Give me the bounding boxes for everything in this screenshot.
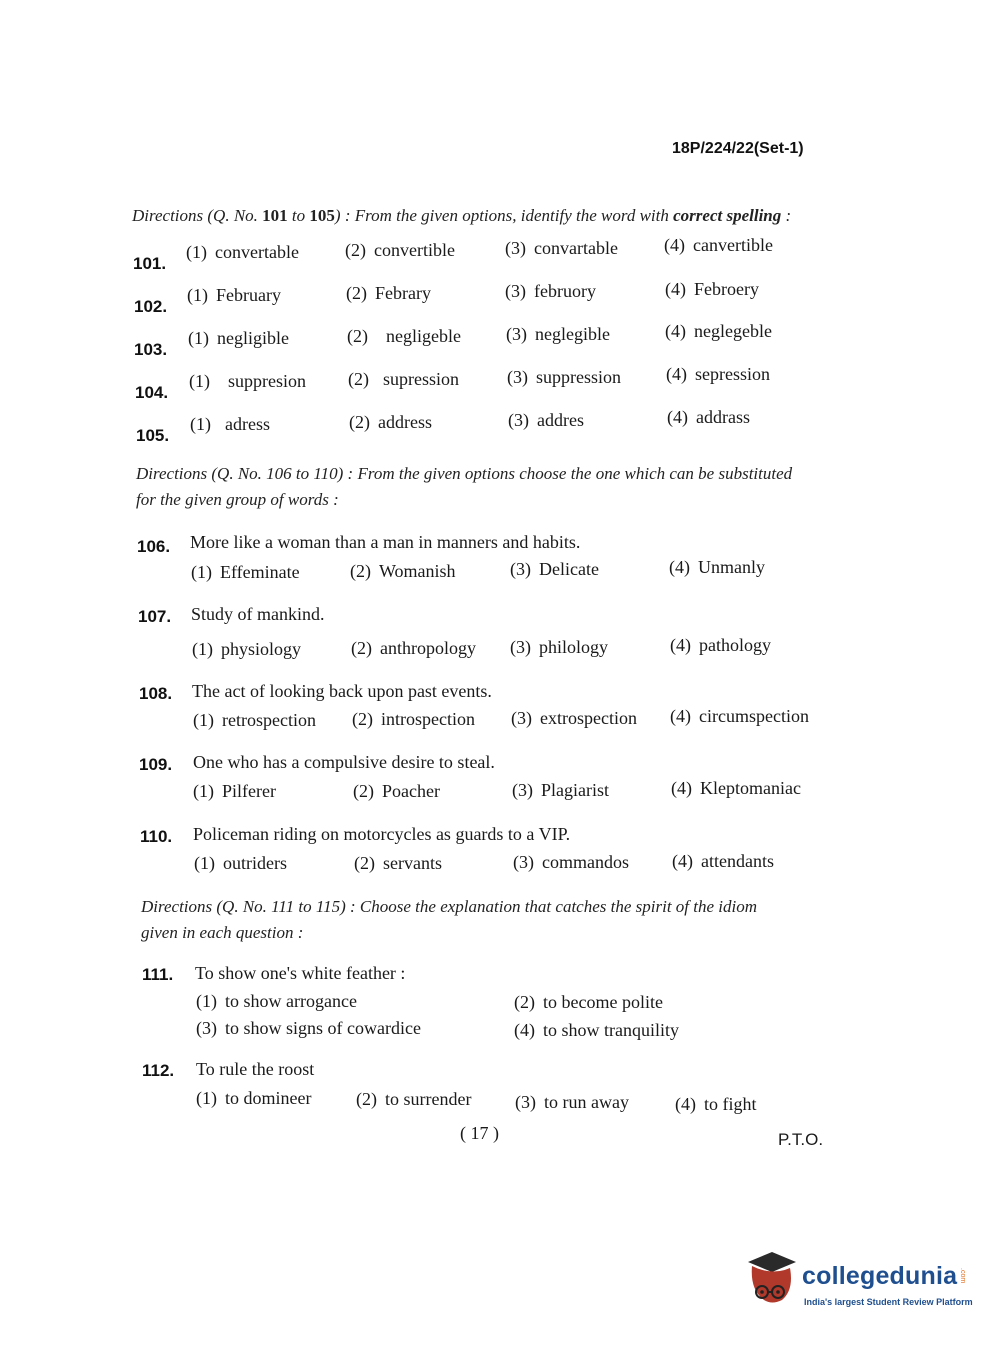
option-text: Febroery <box>694 279 759 299</box>
option-text: commandos <box>542 852 629 872</box>
option-text: outriders <box>223 853 287 873</box>
option-1[interactable] <box>191 562 300 583</box>
option-4[interactable] <box>670 635 771 656</box>
option-3[interactable] <box>513 852 629 873</box>
option-text: introspection <box>381 709 475 729</box>
option-text: Effeminate <box>220 562 300 582</box>
option-number: (3) <box>513 852 534 872</box>
option-number: (4) <box>671 778 692 798</box>
option-number: (2) <box>350 561 371 581</box>
option-number: (3) <box>505 238 526 258</box>
option-text: to show signs of cowardice <box>225 1018 421 1038</box>
option-text: to surrender <box>385 1089 472 1109</box>
option-text: adress <box>225 414 270 434</box>
option-text: to show tranquility <box>543 1020 679 1040</box>
option-number: (1) <box>190 414 211 434</box>
option-number: (1) <box>188 328 209 348</box>
option-number: (1) <box>193 781 214 801</box>
option-text: supression <box>383 369 459 389</box>
option-text: neglegible <box>535 324 610 344</box>
option-text: Febrary <box>375 283 431 303</box>
option-2[interactable] <box>353 781 440 802</box>
option-2[interactable] <box>346 283 431 304</box>
option-1[interactable] <box>196 991 357 1012</box>
option-number: (3) <box>508 410 529 430</box>
directions-line-2: given in each question : <box>141 923 304 942</box>
question-number: 101. <box>133 254 167 273</box>
question-text: One who has a compulsive desire to steal. <box>193 752 495 772</box>
option-text: Poacher <box>382 781 440 801</box>
option-text: pathology <box>699 635 771 655</box>
option-text: convertable <box>215 242 299 262</box>
option-text: to domineer <box>225 1088 312 1108</box>
option-text: Plagiarist <box>541 780 609 800</box>
option-2[interactable] <box>352 709 475 730</box>
question-number: 105. <box>136 426 170 445</box>
option-1[interactable] <box>190 414 270 435</box>
option-4[interactable] <box>667 407 750 428</box>
option-1[interactable] <box>189 371 306 392</box>
mascot-icon <box>742 1250 800 1314</box>
option-4[interactable] <box>675 1094 757 1115</box>
pto-marker: P.T.O. <box>778 1130 824 1149</box>
option-number: (2) <box>349 412 370 432</box>
option-number: (1) <box>192 639 213 659</box>
option-3[interactable] <box>506 324 610 345</box>
option-1[interactable] <box>193 710 316 731</box>
option-text: anthropology <box>380 638 476 658</box>
option-text: philology <box>539 637 609 657</box>
option-text: physiology <box>221 639 302 659</box>
option-text: address <box>378 412 432 432</box>
question-number: 103. <box>134 340 168 359</box>
option-text: February <box>216 285 281 305</box>
option-text: to fight <box>704 1094 757 1114</box>
directions-text-c: ) : From the given options, identify the word with <box>334 206 674 225</box>
page-number: ( 17 ) <box>460 1123 499 1143</box>
option-text: sepression <box>695 364 770 384</box>
option-number: (1) <box>196 1088 217 1108</box>
option-number: (4) <box>666 364 687 384</box>
option-3[interactable] <box>512 780 609 801</box>
option-number: (1) <box>187 285 208 305</box>
option-text: convertible <box>374 240 455 260</box>
question-text: More like a woman than a man in manners and habits. <box>190 532 581 552</box>
option-text: Delicate <box>539 559 599 579</box>
option-1[interactable] <box>193 781 276 802</box>
logo-tld: .com <box>959 1268 966 1284</box>
option-number: (3) <box>510 637 531 657</box>
option-3[interactable] <box>505 238 618 259</box>
option-3[interactable] <box>508 410 584 431</box>
option-text: circumspection <box>699 706 809 726</box>
option-number: (4) <box>667 407 688 427</box>
option-text: to become polite <box>543 992 663 1012</box>
option-2[interactable] <box>351 638 476 659</box>
option-4[interactable] <box>671 778 801 799</box>
option-text: addres <box>537 410 584 430</box>
option-4[interactable] <box>665 321 772 342</box>
option-text: to show arrogance <box>225 991 357 1011</box>
option-2[interactable] <box>345 240 455 261</box>
option-4[interactable] <box>514 1020 679 1041</box>
option-text: servants <box>383 853 442 873</box>
option-number: (4) <box>664 235 685 255</box>
option-number: (3) <box>505 281 526 301</box>
question-number: 109. <box>139 755 173 774</box>
logo-tagline: India's largest Student Review Platform <box>804 1297 973 1307</box>
option-number: (1) <box>194 853 215 873</box>
option-number: (4) <box>670 706 691 726</box>
option-number: (3) <box>510 559 531 579</box>
question-number: 106. <box>137 537 171 556</box>
option-number: (3) <box>507 367 528 387</box>
option-3[interactable] <box>507 367 621 388</box>
option-4[interactable] <box>665 279 759 300</box>
option-number: (4) <box>514 1020 535 1040</box>
option-number: (1) <box>189 371 210 391</box>
option-2[interactable] <box>514 992 663 1013</box>
option-3[interactable] <box>511 708 637 729</box>
directions-end: : <box>781 206 792 225</box>
option-number: (3) <box>506 324 527 344</box>
option-3[interactable] <box>515 1092 629 1113</box>
option-4[interactable] <box>670 706 809 727</box>
option-number: (2) <box>348 369 369 389</box>
option-2[interactable] <box>350 561 456 582</box>
option-2[interactable] <box>347 326 461 347</box>
option-1[interactable] <box>196 1088 311 1109</box>
option-1[interactable] <box>194 853 287 874</box>
directions-emphasis: correct spelling <box>673 206 782 225</box>
option-4[interactable] <box>672 851 774 872</box>
question-text: To rule the roost <box>196 1059 315 1079</box>
option-number: (2) <box>352 709 373 729</box>
option-text: negligible <box>217 328 289 348</box>
option-text: retrospection <box>222 710 316 730</box>
directions-text-a: (Q. No. <box>203 206 263 225</box>
directions-111-115 <box>141 894 757 946</box>
option-number: (4) <box>669 557 690 577</box>
option-number: (2) <box>356 1089 377 1109</box>
option-number: (3) <box>512 780 533 800</box>
option-1[interactable] <box>192 639 301 660</box>
option-number: (1) <box>193 710 214 730</box>
option-text: attendants <box>701 851 774 871</box>
option-2[interactable] <box>349 412 432 433</box>
option-1[interactable] <box>188 328 289 349</box>
directions-101-105 <box>132 203 791 229</box>
option-3[interactable] <box>196 1018 421 1039</box>
option-number: (4) <box>670 635 691 655</box>
option-text: extrospection <box>540 708 637 728</box>
option-3[interactable] <box>505 281 596 302</box>
option-1[interactable] <box>186 242 299 263</box>
question-text: The act of looking back upon past events. <box>192 681 492 701</box>
option-text: Unmanly <box>698 557 765 577</box>
option-number: (2) <box>354 853 375 873</box>
option-text: februory <box>534 281 596 301</box>
directions-line-1: Directions (Q. No. 111 to 115) : Choose the explanation that catches the spirit of the idiom <box>141 897 758 916</box>
question-number: 107. <box>138 607 172 626</box>
option-1[interactable] <box>187 285 281 306</box>
option-text: addrass <box>696 407 750 427</box>
option-number: (1) <box>191 562 212 582</box>
option-number: (3) <box>196 1018 217 1038</box>
option-text: Kleptomaniac <box>700 778 801 798</box>
option-number: (2) <box>347 326 368 346</box>
option-3[interactable] <box>510 559 599 580</box>
option-2[interactable] <box>356 1089 471 1110</box>
question-number: 111. <box>142 965 174 984</box>
option-text: neglegeble <box>694 321 772 341</box>
option-number: (2) <box>353 781 374 801</box>
option-4[interactable] <box>666 364 770 385</box>
option-text: Womanish <box>379 561 456 581</box>
directions-106-110 <box>136 461 792 513</box>
question-number: 112. <box>142 1061 175 1080</box>
option-3[interactable] <box>510 637 608 658</box>
option-number: (4) <box>665 321 686 341</box>
question-number: 108. <box>139 684 173 703</box>
option-2[interactable] <box>354 853 442 874</box>
option-number: (3) <box>511 708 532 728</box>
option-number: (3) <box>515 1092 536 1112</box>
option-number: (4) <box>672 851 693 871</box>
option-4[interactable] <box>669 557 765 578</box>
question-text: Policeman riding on motorcycles as guards to a VIP. <box>193 824 571 844</box>
question-text: Study of mankind. <box>191 604 325 624</box>
directions-to: to <box>287 206 310 225</box>
directions-line-1: Directions (Q. No. 106 to 110) : From the given options choose the one which can be substituted <box>136 464 793 483</box>
option-number: (2) <box>514 992 535 1012</box>
logo-wordmark: collegedunia <box>802 1262 958 1290</box>
option-text: suppresion <box>228 371 306 391</box>
option-number: (2) <box>346 283 367 303</box>
option-text: Pilferer <box>222 781 276 801</box>
question-text: To show one's white feather : <box>195 963 406 983</box>
option-number: (4) <box>675 1094 696 1114</box>
option-text: convartable <box>534 238 618 258</box>
collegedunia-logo <box>742 1250 972 1320</box>
option-number: (4) <box>665 279 686 299</box>
directions-qend: 105 <box>309 206 335 225</box>
directions-line-2: for the given group of words : <box>136 490 339 509</box>
option-number: (2) <box>351 638 372 658</box>
option-text: negligeble <box>386 326 461 346</box>
option-number: (2) <box>345 240 366 260</box>
option-text: to run away <box>544 1092 629 1112</box>
option-number: (1) <box>186 242 207 262</box>
paper-code: 18P/224/22(Set-1) <box>672 140 804 157</box>
question-number: 110. <box>140 827 173 846</box>
option-number: (1) <box>196 991 217 1011</box>
directions-qstart: 101 <box>262 206 288 225</box>
option-text: suppression <box>536 367 621 387</box>
option-2[interactable] <box>348 369 459 390</box>
question-number: 104. <box>135 383 169 402</box>
option-text: canvertible <box>693 235 773 255</box>
option-4[interactable] <box>664 235 773 256</box>
directions-label: Directions <box>132 206 204 225</box>
question-number: 102. <box>134 297 168 316</box>
